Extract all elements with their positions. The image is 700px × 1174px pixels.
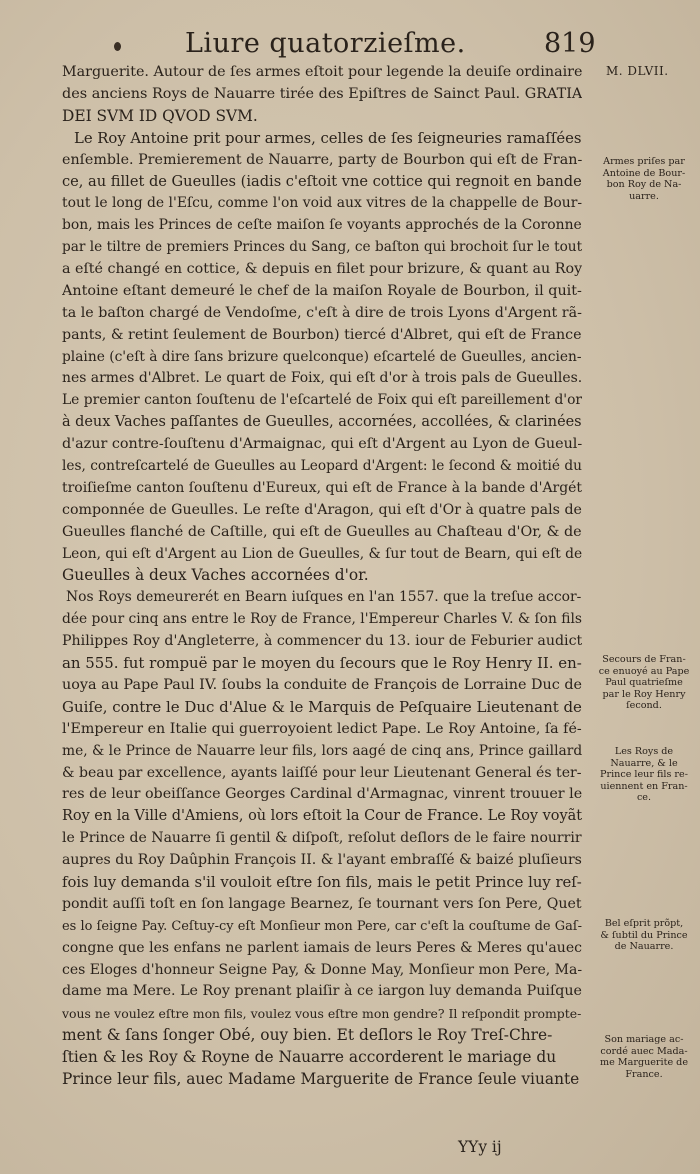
margin-note-armes <box>592 156 696 202</box>
paragraph-start-line: Le Roy Antoine prit pour armes, celles de ſes ſeigneuries ramaſſées <box>74 129 582 147</box>
text-line: Roy en la Ville d'Amiens, où lors eſtoit la Cour de France. Le Roy voyãt <box>62 808 582 825</box>
text-line: Gueulles flanché de Caſtille, qui eſt de Gueulles au Chaſteau d'Or, & de <box>62 523 582 540</box>
margin-note-line: Les Roys de <box>614 746 674 757</box>
text-line: Gueulles à deux Vaches accornées d'or. <box>62 566 369 585</box>
text-line: bon, mais les Princes de ceſte maiſon ſe voyants approchés de la Coronne <box>62 217 582 234</box>
margin-note-line: ſecond. <box>626 700 662 712</box>
running-title: Liure quatorzieſme. <box>185 28 466 59</box>
catchword-signature: YYy ij <box>458 1138 502 1156</box>
margin-note-line: Paul quatrieſme <box>605 677 683 689</box>
margin-note-line: Antoine de Bour- <box>602 167 686 179</box>
text-line: ta le baſton chargé de Vendoſme, c'eſt à dire de trois Lyons d'Argent rã- <box>62 304 582 321</box>
text-line: dée pour cinq ans entre le Roy de France, l'Empereur Charles V. & ſon fils <box>62 611 582 628</box>
text-line: nes armes d'Albret. Le quart de Foix, qui eſt d'or à trois pals de Gueulles. <box>62 370 582 387</box>
text-line: Le premier canton ſouſtenu de l'eſcartelé de Foix qui eſt pareillement d'or <box>62 392 582 409</box>
text-line: Leon, qui eſt d'Argent au Lion de Gueulles, & ſur tout de Bearn, qui eſt de <box>62 545 582 562</box>
text-line: fois luy demanda s'il vouloit eſtre ſon fils, mais le petit Prince luy reſ- <box>62 873 582 891</box>
text-line: aupres du Roy Daûphin François II. & l'ayant embraſſé & baizé pluſieurs <box>62 852 582 869</box>
text-line: Antoine eſtant demeuré le chef de la maiſon Royale de Bourbon, il quit- <box>62 282 582 299</box>
text-line: a eſté changé en cottice, & depuis en filet pour brizure, & quant au Roy <box>62 261 582 278</box>
text-line: Philippes Roy d'Angleterre, à commencer du 13. iour de Feburier audict <box>62 633 582 650</box>
text-line: Prince leur fils, auec Madame Marguerite de France ſeule viuante <box>62 1069 580 1088</box>
margin-note-roys <box>592 746 696 804</box>
margin-note-line: me Marguerite de <box>599 1057 688 1069</box>
margin-note-line: France. <box>625 1068 663 1080</box>
margin-note-line: Bel eſprit prõpt, <box>604 918 684 929</box>
margin-note-esprit <box>592 918 696 953</box>
text-line: me, & le Prince de Nauarre leur fils, lors aagé de cinq ans, Prince gaillard <box>62 742 582 759</box>
margin-note-line: Secours de Fran- <box>602 654 686 665</box>
text-line: vous ne voulez eſtre mon fils, voulez vous eſtre mon gendre? Il reſpondit prompte- <box>62 1006 582 1022</box>
margin-note-mariage <box>592 1034 696 1080</box>
text-line: congne que les enfans ne parlent iamais de leurs Peres & Meres qu'auec <box>62 939 582 956</box>
text-line: ment & ſans ſonger Obé, ouy bien. Et deſlors le Roy Treſ-Chre- <box>62 1026 553 1045</box>
margin-note-line: ce enuoyé au Pape <box>598 665 690 677</box>
text-line: à deux Vaches paſſantes de Gueulles, accornées, accollées, & clarinées <box>62 414 582 431</box>
text-line: par le tiltre de premiers Princes du Sang, ce baſton qui brochoit ſur le tout <box>62 239 582 256</box>
text-line: res de leur obeiſſance Georges Cardinal d'Armagnac, vinrent trouuer le <box>62 786 582 803</box>
margin-note-line: par le Roy Henry <box>602 688 686 700</box>
text-line: an 555. fut rompuë par le moyen du ſecours que le Roy Henry II. en- <box>62 654 582 673</box>
text-line: ce, au fillet de Gueulles (iadis c'eſtoit vne cottice qui regnoit en bande <box>62 173 582 191</box>
text-line: plaine (c'eſt à dire ſans brizure quelconque) eſcartelé de Gueulles, ancien- <box>62 348 582 365</box>
text-line: le Prince de Nauarre ſi gentil & diſpoſt, reſolut deſlors de le faire nourrir <box>62 830 582 847</box>
margin-note-line: uarre. <box>629 190 659 202</box>
text-line: componnée de Gueulles. Le reſte d'Aragon, qui eſt d'Or à quatre pals de <box>62 501 582 518</box>
text-line: ſtien & les Roy & Royne de Nauarre accorderent le mariage du <box>62 1048 557 1067</box>
text-line: troiſieſme canton ſouſtenu d'Eureux, qui eſt de France à la bande d'Argét <box>62 479 582 496</box>
page-number: 819 <box>544 28 596 59</box>
margin-note-line: bon Roy de Na- <box>606 179 682 191</box>
margin-note-line: de Nauarre. <box>614 941 674 953</box>
text-line: es lo ſeigne Pay. Ceſtuy-cy eſt Monſieur mon Pere, car c'eſt la couſtume de Gaſ- <box>62 918 582 934</box>
margin-note-line: & ſubtil du Prince <box>600 929 688 941</box>
paragraph-start-line: Nos Roys demeurerét en Bearn iuſques en l'an 1557. que la treſue accor- <box>66 589 582 606</box>
margin-note-line: Prince leur fils re- <box>600 769 688 781</box>
text-line: DEI SVM ID QVOD SVM. <box>62 106 258 125</box>
margin-note-secours <box>592 654 696 712</box>
margin-note-line: Armes priſes par <box>603 156 685 167</box>
ink-blot <box>114 42 121 51</box>
margin-note-line: uiennent en Fran- <box>600 780 688 792</box>
text-line: l'Empereur en Italie qui guerroyoient ledict Pape. Le Roy Antoine, ſa fé- <box>62 720 582 737</box>
text-line: d'azur contre-ſouſtenu d'Armaignac, qui eſt d'Argent au Lyon de Gueul- <box>62 436 582 453</box>
text-line: dame ma Mere. Le Roy prenant plaiſir à ce iargon luy demanda Puiſque <box>62 983 582 1000</box>
text-line: Guiſe, contre le Duc d'Alue & le Marquis de Peſquaire Lieutenant de <box>62 697 582 716</box>
text-line: Marguerite. Autour de ſes armes eſtoit pour legende la deuiſe ordinaire <box>62 64 582 80</box>
text-line: pondit auſſi toſt en ſon langage Bearnez, ſe tournant vers ſon Pere, Quet <box>62 895 582 912</box>
margin-note-line: Son mariage ac- <box>604 1034 684 1045</box>
text-line: tout le long de l'Eſcu, comme l'on void aux vitres de la chappelle de Bour- <box>62 195 582 212</box>
text-line: uoya au Pape Paul IV. ſoubs la conduite de François de Lorraine Duc de <box>62 676 582 693</box>
text-line: pants, & retint ſeulement de Bourbon) tiercé d'Albret, qui eſt de France <box>62 326 582 343</box>
text-line: des anciens Roys de Nauarre tirée des Epiſtres de Sainct Paul. GRATIA <box>62 85 582 102</box>
margin-note-line: Nauarre, & le <box>610 757 678 769</box>
text-line: enſemble. Premierement de Nauarre, party de Bourbon qui eſt de Fran- <box>62 151 582 168</box>
year-marker: M. DLVII. <box>606 64 669 78</box>
text-line: & beau par excellence, ayants laiſſé pour leur Lieutenant General és ter- <box>62 764 582 781</box>
margin-note-line: cordé auec Mada- <box>600 1045 688 1057</box>
text-line: ces Eloges d'honneur Seigne Pay, & Donne May, Monſieur mon Pere, Ma- <box>62 961 582 978</box>
text-line: les, contreſcartelé de Gueulles au Leopard d'Argent: le ſecond & moitié du <box>62 458 582 475</box>
margin-note-line: ce. <box>636 792 652 804</box>
main-text-block <box>62 62 582 1091</box>
